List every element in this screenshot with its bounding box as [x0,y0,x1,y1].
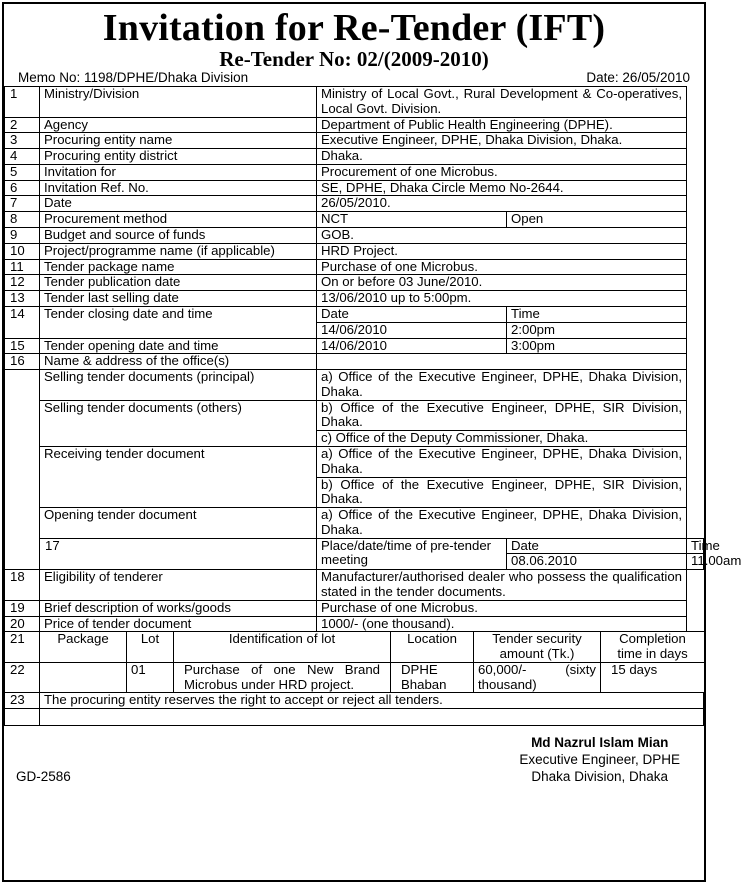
table-row: 12 Tender publication date On or before 03 June/2010. [5,275,704,291]
memo-line [4,70,704,86]
table-row: 3 Procuring entity name Executive Engineer, DPHE, Dhaka Division, Dhaka. [5,133,704,149]
table-row: b) Office of the Executive Engineer, DPHE, SIR Division, Dhaka. [5,477,704,508]
table-row: 08.06.2010 11.00am [5,554,704,570]
notice-footer [4,726,704,790]
signatory-office: Dhaka Division, Dhaka [531,769,668,785]
table-row: 9 Budget and source of funds GOB. [5,228,704,244]
table-row: 11 Tender package name Purchase of one Microbus. [5,259,704,275]
gd-code: GD-2586 [16,769,71,785]
table-row: 23 The procuring entity reserves the right to accept or reject all tenders. [5,693,704,709]
table-row: Opening tender document a) Office of the Executive Engineer, DPHE, Dhaka Division, Dhaka. [5,508,704,539]
table-row: 19 Brief description of works/goods Purchase of one Microbus. [5,600,704,616]
closing-table [4,692,704,726]
signature-block [519,734,680,785]
table-row: 7 Date 26/05/2010. [5,196,704,212]
tender-table [4,86,741,632]
lot-row: 22 01 Purchase of one New Brand Microbus under HRD project. DPHE Bhaban 60,000/- (sixty thousand) 15 days [5,662,705,693]
memo-date: Date: 26/05/2010 [586,70,690,85]
signatory-name: Md Nazrul Islam Mian [531,735,669,751]
table-row: 2 Agency Department of Public Health Engineering (DPHE). [5,117,704,133]
blank-row [5,709,704,726]
table-row: 4 Procuring entity district Dhaka. [5,149,704,165]
table-row: 8 Procurement method NCT Open [5,212,704,228]
memo-number: Memo No: 1198/DPHE/Dhaka Division [18,70,249,85]
table-row: 10 Project/programme name (if applicable) HRD Project. [5,243,704,259]
table-row: 13 Tender last selling date 13/06/2010 up to 5:00pm. [5,291,704,307]
table-row: c) Office of the Deputy Commissioner, Dhaka. [5,431,704,447]
notice-subtitle: Re-Tender No: 02/(2009-2010) [219,47,489,71]
table-row: 15 Tender opening date and time 14/06/2010 3:00pm [5,338,704,354]
table-row: 20 Price of tender document 1000/- (one thousand). [5,616,704,632]
lot-header-row: 21 Package Lot Identification of lot Location Tender security amount (Tk.) Completion time in days [5,632,705,663]
table-row: 17 Place/date/time of pre-tender meeting Date Time [5,538,704,554]
table-row: Selling tender documents (principal) a) Office of the Executive Engineer, DPHE, Dhaka Division, Dhaka. [5,370,704,401]
table-row: Receiving tender document a) Office of the Executive Engineer, DPHE, Dhaka Division, Dhaka. [5,446,704,477]
notice-title: Invitation for Re-Tender (IFT) [102,7,606,49]
table-row: 16 Name & address of the office(s) [5,354,704,370]
table-row: Selling tender documents (others) b) Office of the Executive Engineer, DPHE, SIR Division, Dhaka. [5,400,704,431]
table-row: 14 Tender closing date and time Date Time [5,306,704,322]
table-row: 5 Invitation for Procurement of one Microbus. [5,164,704,180]
tender-notice [2,2,741,882]
table-row: 6 Invitation Ref. No. SE, DPHE, Dhaka Circle Memo No-2644. [5,180,704,196]
table-row: 14/06/2010 2:00pm [5,322,704,338]
signatory-designation: Executive Engineer, DPHE [519,752,680,768]
table-row: 1 Ministry/Division Ministry of Local Govt., Rural Development & Co-operatives, Local Govt. Division. [5,87,704,118]
table-row: 18 Eligibility of tenderer Manufacturer/authorised dealer who possess the qualification stated in the tender documents. [5,570,704,601]
lot-table [4,631,705,693]
